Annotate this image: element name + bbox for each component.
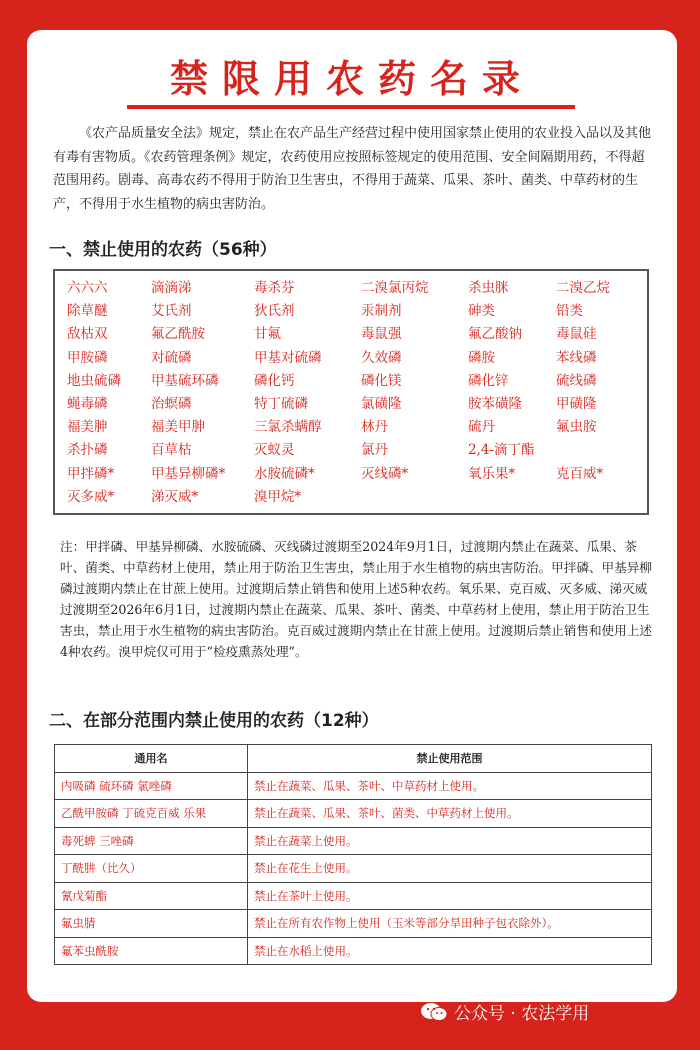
pesticide-name-cell: 内吸磷 硫环磷 氯唑磷 (55, 772, 248, 800)
table-row (55, 855, 652, 883)
pesticide-item: 氟乙酰胺 (151, 326, 205, 343)
table-row (55, 827, 652, 855)
title-underline (127, 105, 575, 109)
pesticide-item: 硫丹 (468, 419, 495, 436)
pesticide-item: 砷类 (468, 303, 495, 320)
pesticide-item: 二溴乙烷 (556, 280, 610, 296)
pesticide-item: 甲基异柳磷* (151, 465, 226, 482)
pesticide-name-cell: 氟虫腈 (55, 910, 248, 938)
pesticide-item: 溴甲烷* (254, 488, 302, 505)
ban-scope-cell: 禁止在茶叶上使用。 (248, 882, 652, 910)
pesticide-name-cell: 乙酰甲胺磷 丁硫克百威 乐果 (55, 800, 248, 828)
banned-pesticides-box (53, 269, 649, 515)
pesticide-name-cell: 氰戊菊酯 (55, 882, 248, 910)
pesticide-item: 甲拌磷* (67, 465, 115, 482)
pesticide-item: 2,4-滴丁酯 (468, 442, 535, 459)
pesticide-name-cell: 丁酰肼（比久） (55, 855, 248, 883)
banned-pesticides-grid (67, 277, 647, 509)
pesticide-item: 毒鼠硅 (556, 326, 597, 343)
table-header-row (55, 745, 652, 773)
pesticide-item: 甲基硫环磷 (151, 372, 219, 389)
section2-heading: 二、在部分范围内禁止使用的农药（12种） (49, 711, 379, 731)
watermark (420, 999, 589, 1024)
pesticide-item: 硫线磷 (556, 372, 597, 389)
watermark-text: 公众号 · 农法学用 (454, 1004, 590, 1024)
pesticide-item: 灭多威* (67, 488, 115, 505)
pesticide-item: 福美胂 (67, 419, 108, 436)
pesticide-item: 杀虫脒 (468, 280, 509, 296)
section1-heading: 一、禁止使用的农药（56种） (49, 240, 277, 260)
pesticide-item: 涕灭威* (151, 488, 199, 505)
pesticide-item (556, 486, 646, 509)
pesticide-item: 氯丹 (361, 442, 388, 459)
transition-note: 注：甲拌磷、甲基异柳磷、水胺硫磷、灭线磷过渡期至2024年9月1日，过渡期内禁止在蔬菜、瓜果、茶叶、菌类、中草药材上使用，禁止用于防治卫生害虫，禁止用于水生植物的病虫害防治。甲拌磷、甲基异柳磷过渡期内禁止在甘蔗上使用。过渡期后禁止销售和使用上述5种农药。氧乐果、克百威、灭多威、涕灭威过渡期至2026年6月1日，过渡期内禁止在蔬菜、瓜果、茶叶、菌类、中草药材上使用，禁止用于防治卫生害虫，禁止用于水生植物的病虫害防治。克百威过渡期内禁止在甘蔗上使用。过渡期后禁止销售和使用上述4种农药。溴甲烷仅可用于“检疫熏蒸处理”。 (60, 539, 652, 659)
pesticide-item: 百草枯 (151, 442, 192, 459)
table-row (55, 882, 652, 910)
pesticide-item: 艾氏剂 (151, 303, 192, 320)
pesticide-item: 灭蚁灵 (254, 442, 295, 459)
wechat-icon (420, 1002, 448, 1022)
pesticide-item: 胺苯磺隆 (468, 395, 522, 412)
pesticide-item: 特丁硫磷 (254, 395, 308, 412)
pesticide-item: 狄氏剂 (254, 303, 295, 320)
pesticide-item (556, 439, 646, 462)
pesticide-item: 甘氟 (254, 326, 281, 343)
table-row (55, 910, 652, 938)
pesticide-item: 毒鼠强 (361, 326, 402, 343)
pesticide-item: 克百威* (556, 465, 604, 482)
pesticide-item: 铅类 (556, 303, 583, 320)
pesticide-item: 三氯杀螨醇 (254, 419, 322, 436)
pesticide-item: 磷化镁 (361, 372, 402, 389)
pesticide-item: 氟虫胺 (556, 419, 597, 436)
ban-scope-cell: 禁止在蔬菜上使用。 (248, 827, 652, 855)
pesticide-item: 磷胺 (468, 349, 495, 366)
pesticide-item: 磷化锌 (468, 372, 509, 389)
table-row (55, 800, 652, 828)
pesticide-item: 滴滴涕 (151, 280, 192, 296)
pesticide-item: 蝇毒磷 (67, 395, 108, 412)
pesticide-item: 氟乙酸钠 (468, 326, 522, 343)
page-title: 禁限用农药名录 (169, 56, 534, 101)
pesticide-item: 杀扑磷 (67, 442, 108, 459)
pesticide-item: 毒杀芬 (254, 280, 295, 296)
pesticide-item (361, 486, 468, 509)
table-row (55, 937, 652, 965)
pesticide-item: 六六六 (67, 280, 108, 296)
pesticide-item: 福美甲胂 (151, 419, 205, 436)
pesticide-item: 苯线磷 (556, 349, 597, 366)
pesticide-item: 除草醚 (67, 303, 108, 320)
intro-paragraph: 《农产品质量安全法》规定，禁止在农产品生产经营过程中使用国家禁止使用的农业投入品以及其他有毒有害物质。《农药管理条例》规定，农药使用应按照标签规定的使用范围、安全间隔期用药，不得超范围用药。剧毒、高毒农药不得用于防治卫生害虫，不得用于蔬菜、瓜果、茶叶、菌类、中草药材的生产，不得用于水生植物的病虫害防治。 (53, 126, 652, 212)
restricted-pesticides-table (54, 744, 652, 965)
pesticide-item: 甲磺隆 (556, 395, 597, 412)
pesticide-item: 甲基对硫磷 (254, 349, 322, 366)
pesticide-item: 水胺硫磷* (254, 465, 315, 482)
pesticide-item: 氧乐果* (468, 465, 516, 482)
ban-scope-cell: 禁止在蔬菜、瓜果、茶叶、菌类、中草药材上使用。 (248, 800, 652, 828)
pesticide-item: 汞制剂 (361, 303, 402, 320)
pesticide-item: 地虫硫磷 (67, 372, 121, 389)
pesticide-item: 氯磺隆 (361, 395, 402, 412)
ban-scope-cell: 禁止在蔬菜、瓜果、茶叶、中草药材上使用。 (248, 772, 652, 800)
column-header-scope: 禁止使用范围 (248, 745, 652, 773)
pesticide-item: 磷化钙 (254, 372, 295, 389)
pesticide-item (468, 486, 556, 509)
pesticide-item: 对硫磷 (151, 349, 192, 366)
column-header-name: 通用名 (55, 745, 248, 773)
table-row (55, 772, 652, 800)
document-card (27, 30, 677, 1002)
ban-scope-cell: 禁止在所有农作物上使用（玉米等部分旱田种子包衣除外）。 (248, 910, 652, 938)
pesticide-item: 灭线磷* (361, 465, 409, 482)
pesticide-item: 林丹 (361, 419, 388, 436)
pesticide-item: 二溴氯丙烷 (361, 280, 429, 296)
pesticide-name-cell: 氟苯虫酰胺 (55, 937, 248, 965)
pesticide-item: 久效磷 (361, 349, 402, 366)
pesticide-item: 甲胺磷 (67, 349, 108, 366)
pesticide-name-cell: 毒死蜱 三唑磷 (55, 827, 248, 855)
ban-scope-cell: 禁止在水稻上使用。 (248, 937, 652, 965)
pesticide-item: 治螟磷 (151, 395, 192, 412)
ban-scope-cell: 禁止在花生上使用。 (248, 855, 652, 883)
table-body (55, 772, 652, 965)
pesticide-item: 敌枯双 (67, 326, 108, 343)
